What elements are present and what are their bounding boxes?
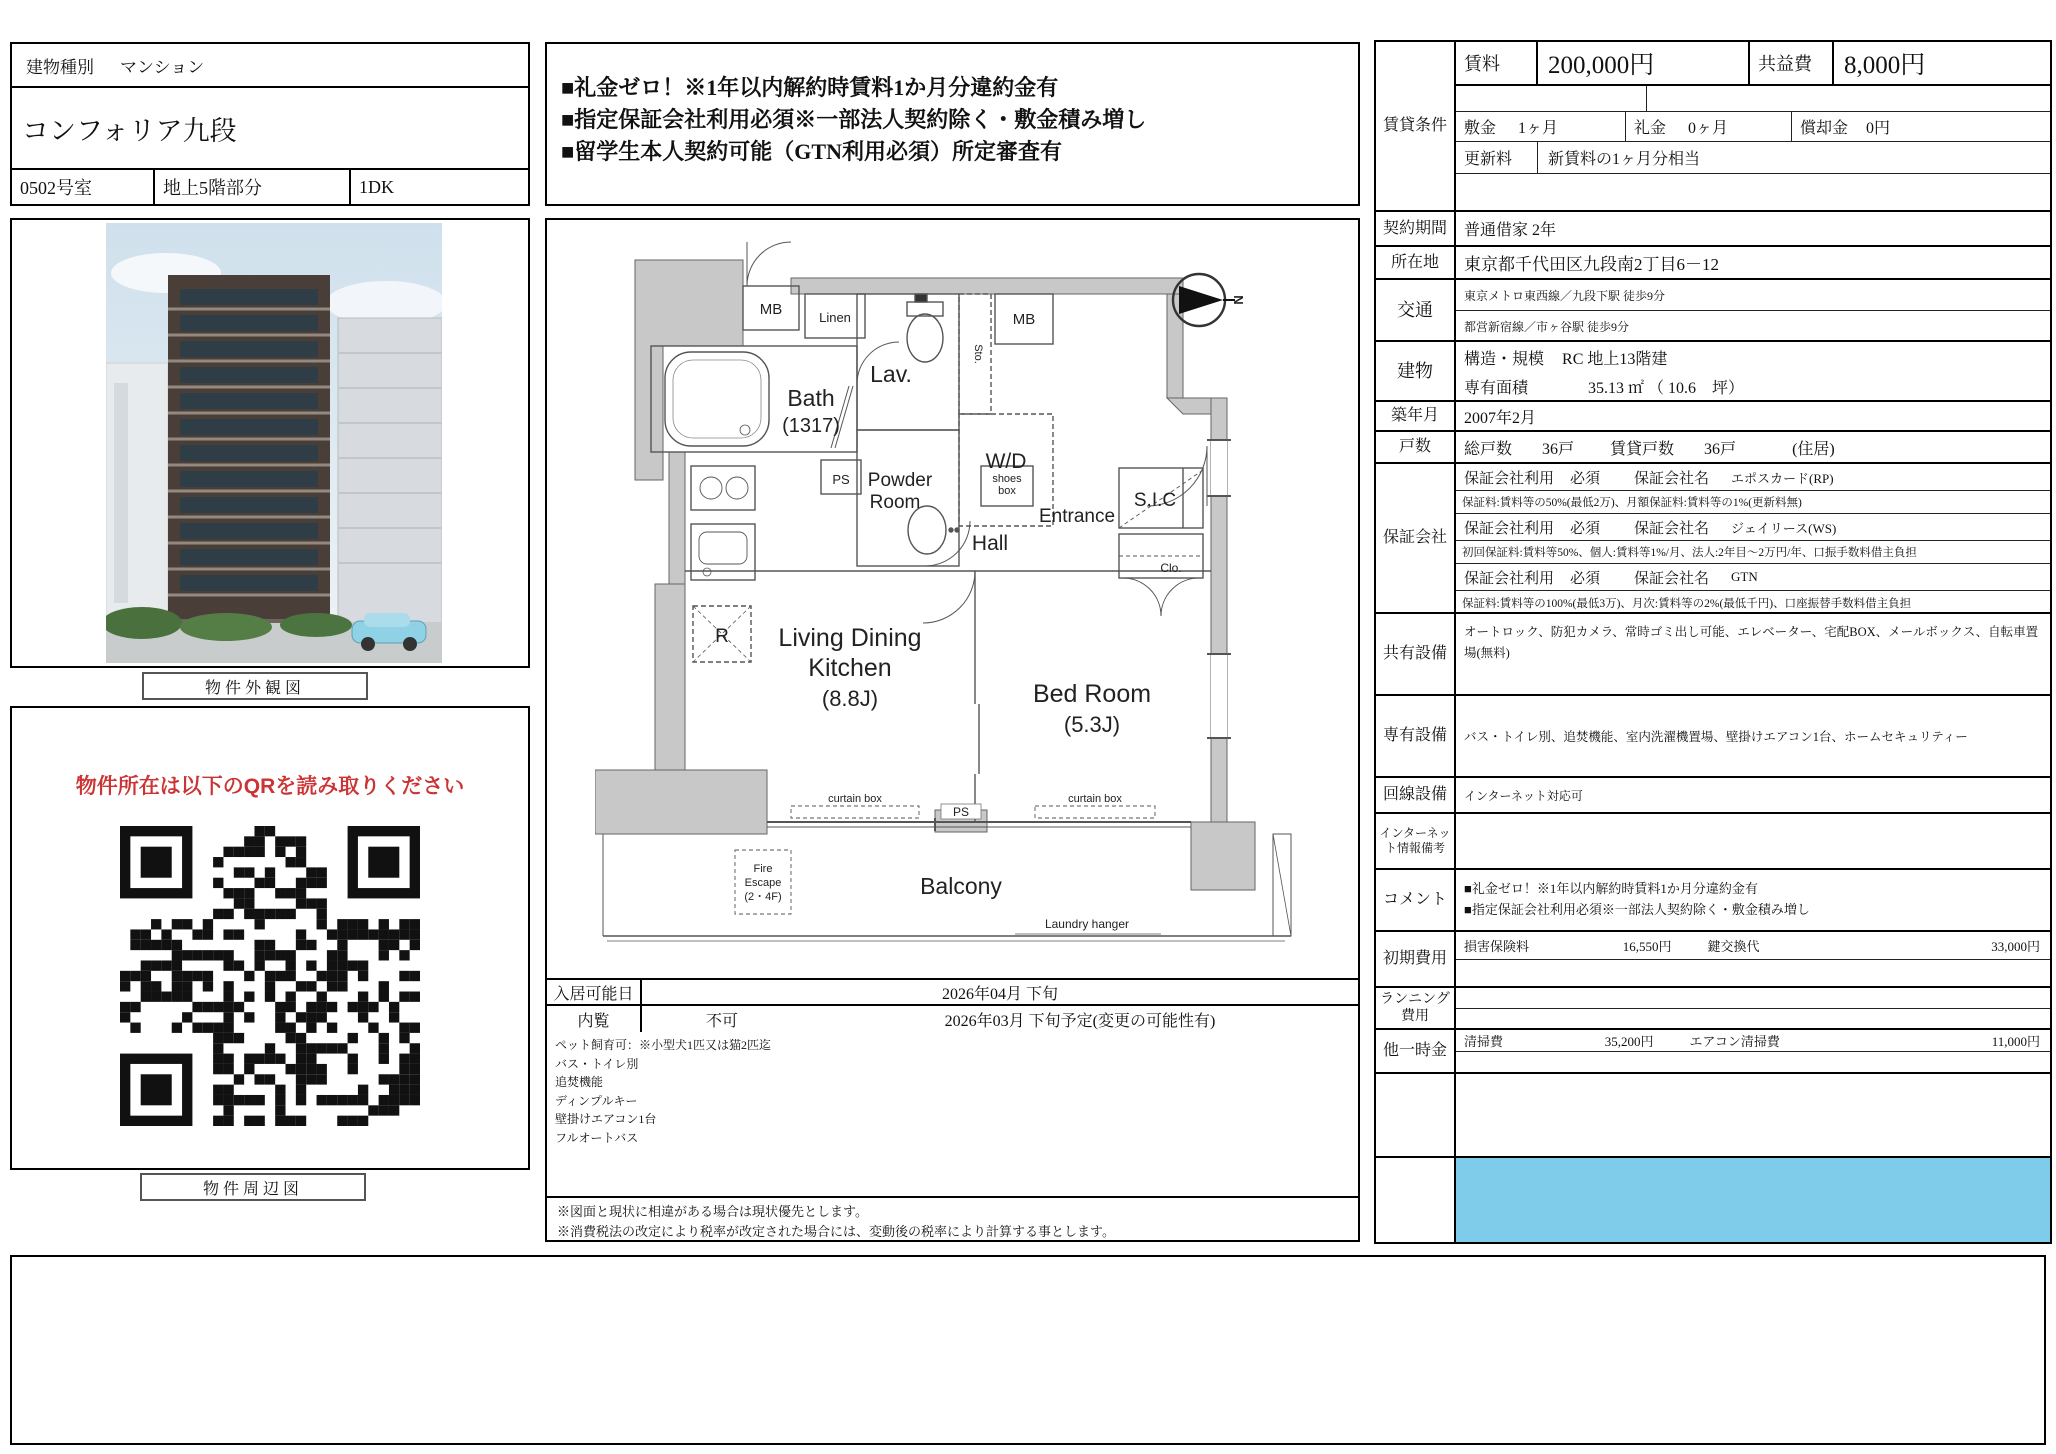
address-row: 所在地 東京都千代田区九段南2丁目6－12 <box>1376 247 2050 280</box>
plan-balcony: Balcony <box>920 873 1002 899</box>
key-money-value: 0ヶ月 <box>1688 120 1729 137</box>
guarantor-name: ジェイリース(WS) <box>1731 520 1837 536</box>
plan-entrance: Entrance <box>1038 506 1116 527</box>
contract-row: 契約期間 普通借家 2年 <box>1376 212 2050 247</box>
viewing-status: 不可 <box>705 1012 738 1030</box>
renewal-label: 更新料 <box>1456 142 1538 173</box>
plan-ldk3: (8.8J) <box>821 686 879 711</box>
comment-line: ■礼金ゼロ！※1年以内解約時賃料1か月分違約金有 <box>1464 881 1758 897</box>
plan-wd: W/D <box>985 450 1027 473</box>
building-type-box <box>10 42 530 88</box>
units-total-value: 36戸 <box>1542 440 1575 458</box>
exterior-photo-box <box>10 218 530 668</box>
plan-shoes2: box <box>998 485 1016 497</box>
feature-item: 壁掛けエアコン1台 <box>555 1112 657 1127</box>
feature-item: ディンプルキー <box>555 1093 638 1108</box>
units-total-label: 総戸数 <box>1464 440 1513 458</box>
amortization-value: 0円 <box>1866 120 1891 137</box>
initial-cost-section: 初期費用 損害保険料 16,550円 鍵交換代 33,000円 <box>1376 932 2050 988</box>
access-line1: 東京メトロ東西線／九段下駅 徒歩9分 <box>1464 288 1666 303</box>
compass-label: N <box>1231 295 1246 305</box>
viewing-value: 2026年03月 下旬予定(変更の可能性有) <box>944 1012 1216 1030</box>
key-change-value: 33,000円 <box>1991 939 2040 954</box>
common-fee-label: 共益費 <box>1750 42 1834 84</box>
running-cost-section: ランニング費用 <box>1376 988 2050 1030</box>
plan-laundry: Laundry hanger <box>1044 917 1130 931</box>
compass-icon <box>1173 274 1246 326</box>
insurance-value: 16,550円 <box>1622 939 1672 954</box>
guarantor-detail: 保証料:賃料等の50%(最低2万)、月額保証料:賃料等の1%(更新料無) <box>1456 491 2050 514</box>
plan-curtain-right: curtain box <box>1068 793 1122 805</box>
qr-instruction: 物件所在は以下のQRを読み取りください <box>75 775 465 798</box>
guarantor-section: 保証会社 保証会社利用 必須 保証会社名 エポスカード(RP) 保証料:賃料等の50%(最低2万)、月額保証料:賃料等の1%(更新料無) 保証会社利用 必須 保証会社名 ジェイリース(WS) 初回保証料:賃料等50%、個人:賃料等1%/月、法人:2年目～2万円/年、口振手数料借主負担 保証会社利用 必須 保証会社名 GTN 保証料:賃料等の100%(最低3万)、月次:賃料等の2%(最低千円)、口座振替手数料借主負担 <box>1376 464 2050 614</box>
room-info-row <box>10 168 530 206</box>
empty-row <box>1376 1074 2050 1158</box>
room-number: 0502号室 <box>12 170 155 204</box>
building-type-label: 建物種別 <box>26 57 94 77</box>
guarantor-detail: 保証料:賃料等の100%(最低3万)、月次:賃料等の2%(最低千円)、口座振替手数料借主負担 <box>1462 597 1912 610</box>
property-name: コンフォリア九段 <box>22 115 237 146</box>
plan-sic: S.I.C <box>1133 490 1177 511</box>
highlight-line: ■指定保証会社利用必須※一部法人契約除く・敷金積み増し <box>561 106 1147 132</box>
other-cost-section: 他一時金 清掃費 35,200円 エアコン清掃費 11,000円 <box>1376 1030 2050 1074</box>
blue-bar <box>1456 1158 2050 1242</box>
move-in-row <box>547 978 1358 1004</box>
area-label: 専有面積 <box>1464 380 1529 397</box>
built-value: 2007年2月 <box>1464 409 1537 427</box>
bottom-empty-box <box>10 1255 2046 1445</box>
plan-lav: Lav. <box>870 361 912 387</box>
feature-item: 追焚機能 <box>555 1075 604 1090</box>
photo-caption: 物件外観図 <box>142 672 368 700</box>
structure-label: 構造・規模 <box>1464 350 1545 368</box>
area-value: 35.13 ㎡ （ 10.6 坪） <box>1588 380 1745 397</box>
units-rental-value: 36戸 <box>1704 440 1737 458</box>
cleaning-value: 35,200円 <box>1604 1034 1654 1049</box>
rent-label: 賃料 <box>1456 42 1538 84</box>
plan-ps-top: PS <box>832 472 850 487</box>
private-facilities-value: バス・トイレ別、追焚機能、室内洗濯機置場、壁掛けエアコン1台、ホームセキュリティー <box>1464 730 1968 744</box>
shared-facilities-row: 共有設備 オートロック、防犯カメラ、常時ゴミ出し可能、エレベーター、宅配BOX、メールボックス、自転車置場(無料) <box>1376 614 2050 696</box>
built-row: 築年月 2007年2月 <box>1376 402 2050 432</box>
plan-r: R <box>715 626 729 647</box>
comment-row: コメント ■礼金ゼロ！※1年以内解約時賃料1か月分違約金有 ■指定保証会社利用必須※一部法人契約除く・敷金積み増し <box>1376 870 2050 932</box>
plan-curtain-left: curtain box <box>828 793 882 805</box>
deposit-label: 敷金 <box>1464 120 1497 137</box>
plan-clo: Clo. <box>1160 561 1182 575</box>
plan-ps-bottom: PS <box>952 805 970 819</box>
building-section: 建物 構造・規模 RC 地上13階建 専有面積 35.13 ㎡ （ 10.6 坪） <box>1376 342 2050 402</box>
property-name-box <box>10 86 530 170</box>
structure-value: RC 地上13階建 <box>1562 350 1668 368</box>
contract-value: 普通借家 2年 <box>1464 222 1557 239</box>
access-section: 交通 東京メトロ東西線／九段下駅 徒歩9分 都営新宿線／市ヶ谷駅 徒歩9分 <box>1376 280 2050 342</box>
plan-shoes1: shoes <box>992 473 1022 485</box>
insurance-label: 損害保険料 <box>1464 939 1530 954</box>
floor-plan <box>595 234 1315 960</box>
feature-item: ペット飼育可：※小型犬1匹又は猫2匹迄 <box>555 1038 772 1052</box>
note-line: ※図面と現状に相違がある場合は現状優先とします。 <box>557 1204 868 1219</box>
plan-bed1: Bed Room <box>1032 680 1152 708</box>
floor-position: 地上5階部分 <box>155 170 351 204</box>
ac-cleaning-label: エアコン清掃費 <box>1689 1034 1780 1049</box>
rent-section <box>1376 42 2050 212</box>
building-type-value: マンション <box>120 57 205 77</box>
renewal-value: 新賃料の1ヶ月分相当 <box>1548 151 1701 168</box>
plan-ldk2: Kitchen <box>808 654 892 682</box>
qr-code <box>120 826 420 1126</box>
move-in-label: 入居可能日 <box>547 980 642 1004</box>
units-note: (住居) <box>1792 440 1835 458</box>
plan-ldk1: Living Dining <box>778 624 922 652</box>
cleaning-label: 清掃費 <box>1464 1034 1504 1049</box>
deposit-value: 1ヶ月 <box>1518 120 1559 137</box>
plan-mb-left: MB <box>759 301 783 318</box>
plan-linen: Linen <box>819 310 851 325</box>
feature-list <box>547 1032 1358 1152</box>
map-caption: 物件周辺図 <box>140 1173 366 1201</box>
plan-bath: Bath <box>787 385 835 411</box>
viewing-row <box>547 1004 1358 1032</box>
plan-powder2: Room <box>869 492 921 513</box>
conditions-table <box>1374 40 2052 1244</box>
plan-fire3: (2・4F) <box>744 891 782 903</box>
highlights-box <box>545 42 1360 206</box>
move-in-value: 2026年04月 下旬 <box>941 985 1058 1003</box>
highlight-line: ■礼金ゼロ！※1年以内解約時賃料1か月分違約金有 <box>561 75 1059 100</box>
address-value: 東京都千代田区九段南2丁目6－12 <box>1464 255 1719 274</box>
qr-box <box>10 706 530 1170</box>
plan-sto: Sto. <box>972 344 984 364</box>
amortization-label: 償却金 <box>1800 120 1849 137</box>
common-fee-value: 8,000円 <box>1844 52 1926 79</box>
plan-fire2: Escape <box>744 877 782 889</box>
viewing-label: 内覧 <box>547 1006 642 1032</box>
feature-item: フルオートバス <box>555 1130 639 1145</box>
plan-powder1: Powder <box>867 470 933 491</box>
blue-highlight-row <box>1376 1158 2050 1242</box>
private-facilities-row: 専有設備 バス・トイレ別、追焚機能、室内洗濯機置場、壁掛けエアコン1台、ホームセキュリティー <box>1376 696 2050 778</box>
plan-mb-right: MB <box>1012 311 1036 328</box>
units-row: 戸数 総戸数 36戸 賃貸戸数 36戸 (住居) <box>1376 432 2050 464</box>
rent-value: 200,000円 <box>1538 42 1750 84</box>
ac-cleaning-value: 11,000円 <box>1991 1034 2040 1049</box>
guarantor-detail: 初回保証料:賃料等50%、個人:賃料等1%/月、法人:2年目～2万円/年、口振手数料借主負担 <box>1456 541 2050 564</box>
plan-fire1: Fire <box>753 863 773 875</box>
shared-facilities-value: オートロック、防犯カメラ、常時ゴミ出し可能、エレベーター、宅配BOX、メールボックス、自転車置場(無料) <box>1464 625 2039 661</box>
layout-type: 1DK <box>359 176 394 197</box>
plan-bath-size: (1317) <box>782 415 840 437</box>
floorplan-box <box>545 218 1360 1242</box>
rent-section-label: 賃貸条件 <box>1376 42 1456 210</box>
key-change-label: 鍵交換代 <box>1707 939 1760 954</box>
access-line2: 都営新宿線／市ヶ谷駅 徒歩9分 <box>1464 319 1630 334</box>
note-line: ※消費税法の改定により税率が改定された場合には、変動後の税率により計算する事とします。 <box>557 1223 1115 1239</box>
plan-hall: Hall <box>971 532 1009 555</box>
plan-bed2: (5.3J) <box>1063 712 1121 737</box>
guarantor-name: エポスカード(RP) <box>1731 470 1834 486</box>
comment-line: ■指定保証会社利用必須※一部法人契約除く・敷金積み増し <box>1464 902 1810 917</box>
internet-note-row: インターネット情報備考 <box>1376 814 2050 870</box>
highlight-line: ■留学生本人契約可能（GTN利用必須）所定審査有 <box>561 138 1062 164</box>
internet-note-value <box>1456 814 2050 868</box>
internet-value: インターネット対応可 <box>1464 788 1583 803</box>
building-photo <box>106 223 442 663</box>
guarantor-name: GTN <box>1731 569 1758 584</box>
internet-row: 回線設備 インターネット対応可 <box>1376 778 2050 814</box>
feature-item: バス・トイレ別 <box>555 1056 639 1071</box>
units-rental-label: 賃貸戸数 <box>1610 440 1675 458</box>
notes <box>547 1196 1358 1250</box>
key-money-label: 礼金 <box>1634 120 1667 137</box>
